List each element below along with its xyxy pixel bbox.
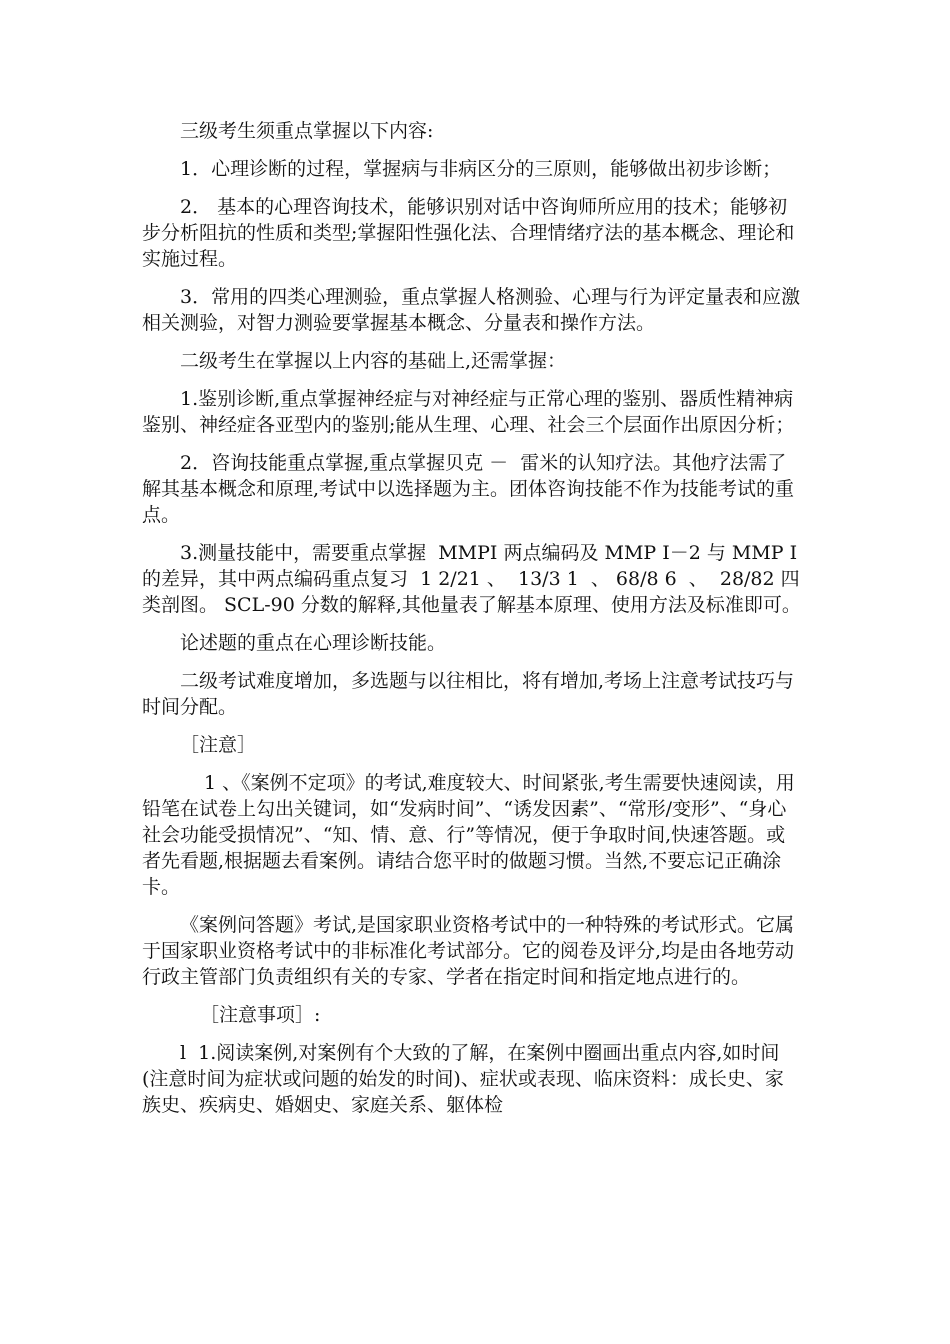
paragraph-level2-intro: 二级考生在掌握以上内容的基础上,还需掌握： <box>180 350 567 372</box>
paragraph-level2-item-2: 2．咨询技能重点掌握,重点掌握贝克 － 雷米的认知疗法。其他疗法需了解其基本概念和原理,考试中以选择题为主。团体咨询技能不作为技能考试的重点。 <box>142 452 795 526</box>
document-page <box>142 118 802 1130</box>
paragraph-note-item-1: 1 、《案例不定项》的考试,难度较大、时间紧张,考生需要快速阅读，用铅笔在试卷上勾出关键词，如“发病时间”、“诱发因素”、“常形/变形”、“身心社会功能受损情况”、“知、情、意、行”等情况，便于争取时间,快速答题。或者先看题,根据题去看案例。请结合您平时的做题习惯。当然,不要忘记正确涂卡。 <box>142 772 795 898</box>
paragraph-level2-item-3: 3.测量技能中，需要重点掌握 MMPI 两点编码及 MMP Ⅰ－2 与 MMP Ⅰ 的差异，其中两点编码重点复习 1 2/21 、 13/3 1 、 68/8 6 、 28/82 四类剖图。 SCL-90 分数的解释,其他量表了解基本原理、使用方法及标准即可。 <box>142 542 804 616</box>
paragraph-notes-item-1: l 1.阅读案例,对案例有个大致的了解，在案例中圈画出重点内容,如时间(注意时间为症状或问题的始发的时间)、症状或表现、临床资料：成长史、家族史、疾病史、婚姻史、家庭关系、躯体检 <box>142 1042 784 1116</box>
heading-note: ［注意］ <box>180 734 257 756</box>
paragraph-case-qa: 《案例问答题》考试,是国家职业资格考试中的一种特殊的考试形式。它属于国家职业资格考试中的非标准化考试部分。它的阅卷及评分,均是由各地劳动行政主管部门负责组织有关的专家、学者在指定时间和指定地点进行的。 <box>142 914 795 988</box>
paragraph-level3-item-2: 2． 基本的心理咨询技术，能够识别对话中咨询师所应用的技术；能够初步分析阻抗的性质和类型;掌握阳性强化法、合理情绪疗法的基本概念、理论和实施过程。 <box>142 196 795 270</box>
paragraph-level3-item-1: 1．心理诊断的过程，掌握病与非病区分的三原则，能够做出初步诊断； <box>180 158 782 180</box>
heading-notes: ［注意事项］: <box>200 1004 321 1026</box>
paragraph-level3-intro: 三级考生须重点掌握以下内容: <box>180 120 434 142</box>
paragraph-essay-focus: 论述题的重点在心理诊断技能。 <box>180 632 447 654</box>
paragraph-level3-item-3: 3．常用的四类心理测验，重点掌握人格测验、心理与行为评定量表和应激相关测验，对智力测验要掌握基本概念、分量表和操作方法。 <box>142 286 801 334</box>
paragraph-level2-difficulty: 二级考试难度增加，多选题与以往相比，将有增加,考场上注意考试技巧与时间分配。 <box>142 670 795 718</box>
paragraph-level2-item-1: 1.鉴别诊断,重点掌握神经症与对神经症与正常心理的鉴别、器质性精神病鉴别、神经症各亚型内的鉴别;能从生理、心理、社会三个层面作出原因分析； <box>142 388 795 436</box>
